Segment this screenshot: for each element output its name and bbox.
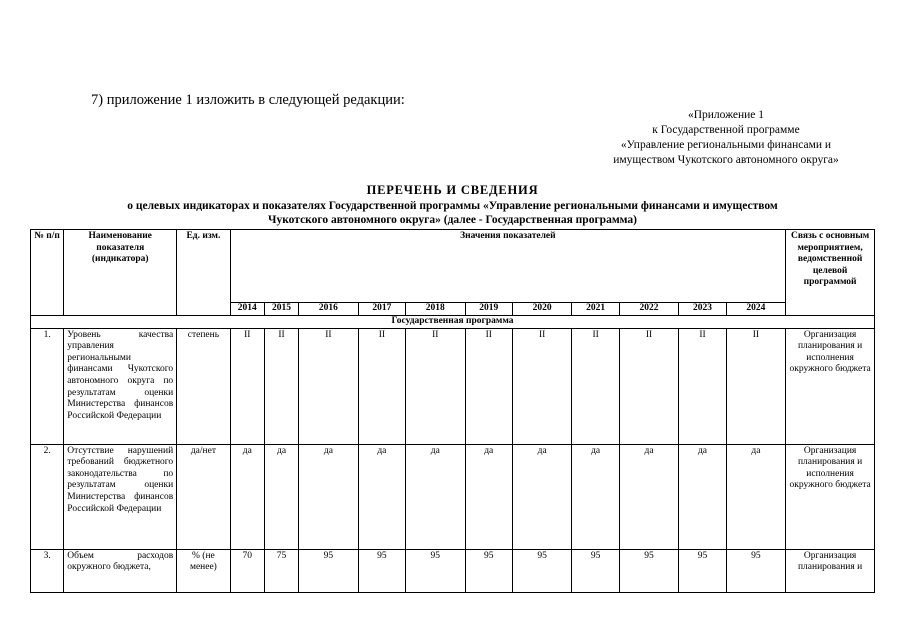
value-cell: 95 (572, 549, 619, 592)
subtitle-line-2: Чукотского автономного округа» (далее - Государственная программа) (268, 214, 637, 226)
value-cell: II (512, 328, 571, 444)
value-cell: да (264, 444, 298, 549)
value-cell: да (230, 444, 264, 549)
value-cell: 95 (726, 549, 785, 592)
table-row (31, 328, 875, 444)
value-cell: 95 (465, 549, 512, 592)
row-name: Объем расходов окружного бюджета, (64, 549, 177, 592)
value-cell: II (230, 328, 264, 444)
row-num: 3. (31, 549, 64, 592)
value-cell: да (572, 444, 619, 549)
appendix-line-3: «Управление региональными финансами и (620, 139, 832, 151)
year-cell: 2024 (726, 303, 785, 316)
value-cell: 70 (230, 549, 264, 592)
row-unit: степень (177, 328, 230, 444)
appendix-line-1: «Приложение 1 (687, 109, 765, 121)
appendix-note (585, 108, 867, 168)
value-cell: 95 (679, 549, 726, 592)
header-name: Наименование показателя (индикатора) (64, 230, 177, 316)
value-cell: II (299, 328, 358, 444)
row-num: 2. (31, 444, 64, 549)
header-num: № п/п (31, 230, 64, 316)
value-cell: да (726, 444, 785, 549)
value-cell: да (358, 444, 405, 549)
value-cell: II (465, 328, 512, 444)
row-name: Уровень качества управления региональными финансами Чукотского автономного округа по результатам оценки Министерства финансов Российской Федерации (64, 328, 177, 444)
section-title: Государственная программа (31, 316, 875, 329)
year-cell: 2023 (679, 303, 726, 316)
value-cell: 95 (299, 549, 358, 592)
value-cell: II (406, 328, 465, 444)
section-row (31, 316, 875, 329)
appendix-line-4: имуществом Чукотского автономного округа» (613, 154, 839, 166)
intro-text: 7) приложение 1 изложить в следующей редакции: (91, 92, 405, 108)
subtitle-line-1: о целевых индикаторах и показателях Государственной программы «Управление региональными финансами и имуществом (127, 200, 778, 212)
value-cell: 95 (619, 549, 678, 592)
value-cell: II (679, 328, 726, 444)
document-subtitle (30, 199, 875, 227)
indicators-table (30, 229, 875, 593)
header-unit: Ед. изм. (177, 230, 230, 316)
year-cell: 2022 (619, 303, 678, 316)
value-cell: 95 (358, 549, 405, 592)
value-cell: 95 (512, 549, 571, 592)
value-cell: II (726, 328, 785, 444)
row-link: Организация планирования и (786, 549, 875, 592)
row-unit: да/нет (177, 444, 230, 549)
header-link: Связь с основным мероприятием, ведомственной целевой программой (786, 230, 875, 316)
value-cell: II (264, 328, 298, 444)
row-link: Организация планирования и исполнения окружного бюджета (786, 328, 875, 444)
table-header-row (31, 230, 875, 303)
value-cell: II (358, 328, 405, 444)
table-row (31, 444, 875, 549)
year-cell: 2018 (406, 303, 465, 316)
value-cell: 75 (264, 549, 298, 592)
header-values: Значения показателей (230, 230, 786, 303)
year-cell: 2020 (512, 303, 571, 316)
value-cell: да (512, 444, 571, 549)
year-cell: 2021 (572, 303, 619, 316)
row-name: Отсутствие нарушений требований бюджетного законодательства по результатам оценки Министерства финансов Российской Федерации (64, 444, 177, 549)
appendix-line-2: к Государственной программе (652, 124, 800, 136)
year-cell: 2017 (358, 303, 405, 316)
row-link: Организация планирования и исполнения окружного бюджета (786, 444, 875, 549)
value-cell: II (619, 328, 678, 444)
value-cell: да (679, 444, 726, 549)
row-num: 1. (31, 328, 64, 444)
row-unit: % (не менее) (177, 549, 230, 592)
value-cell: да (406, 444, 465, 549)
year-cell: 2019 (465, 303, 512, 316)
value-cell: да (299, 444, 358, 549)
table-row (31, 549, 875, 592)
year-cell: 2016 (299, 303, 358, 316)
value-cell: II (572, 328, 619, 444)
value-cell: 95 (406, 549, 465, 592)
year-cell: 2014 (230, 303, 264, 316)
value-cell: да (619, 444, 678, 549)
value-cell: да (465, 444, 512, 549)
year-cell: 2015 (264, 303, 298, 316)
document-title: ПЕРЕЧЕНЬ И СВЕДЕНИЯ (366, 183, 539, 197)
